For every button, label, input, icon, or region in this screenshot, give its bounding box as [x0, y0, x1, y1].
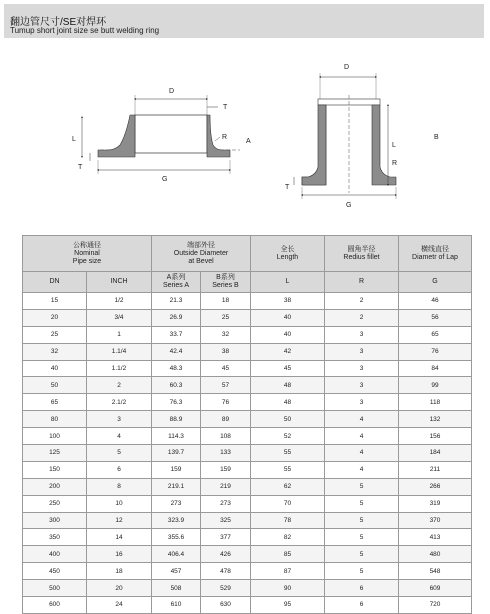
cell-inch: 2 [87, 377, 152, 394]
label-g: G [346, 202, 352, 209]
cell-inch: 5 [87, 445, 152, 462]
cell-series-a: 159 [152, 461, 201, 478]
cell-dn: 350 [23, 529, 87, 546]
table-row [23, 445, 472, 462]
cell-radius: 3 [325, 326, 399, 343]
cell-length: 50 [251, 411, 325, 428]
cell-dn: 125 [23, 445, 87, 462]
cell-dn: 400 [23, 546, 87, 563]
cell-series-b: 219 [201, 478, 251, 495]
cell-series-a: 508 [152, 580, 201, 597]
cell-series-a: 323.9 [152, 512, 201, 529]
cell-series-b: 45 [201, 360, 251, 377]
table-row [23, 326, 472, 343]
label-r: R [222, 134, 228, 141]
cell-inch: 2.1/2 [87, 394, 152, 411]
cell-series-a: 273 [152, 495, 201, 512]
header-lap-diameter: 横线直径 Diametr of Lap [399, 236, 472, 272]
table-row [23, 512, 472, 529]
cell-length: 85 [251, 546, 325, 563]
cell-dn: 450 [23, 563, 87, 580]
cell-length: 55 [251, 461, 325, 478]
left-flange-shape [98, 115, 135, 157]
cell-series-b: 38 [201, 343, 251, 360]
cell-dn: 20 [23, 309, 87, 326]
cell-radius: 5 [325, 478, 399, 495]
cell-lap: 156 [399, 428, 472, 445]
cell-series-a: 42.4 [152, 343, 201, 360]
label-b: B [434, 134, 439, 141]
cell-radius: 5 [325, 529, 399, 546]
cell-radius: 5 [325, 512, 399, 529]
cell-dn: 250 [23, 495, 87, 512]
cell-series-b: 273 [201, 495, 251, 512]
cell-lap: 76 [399, 343, 472, 360]
cell-lap: 84 [399, 360, 472, 377]
cell-radius: 3 [325, 343, 399, 360]
cell-radius: 3 [325, 377, 399, 394]
title-banner [4, 4, 484, 38]
cell-series-a: 48.3 [152, 360, 201, 377]
table-row [23, 394, 472, 411]
cell-lap: 118 [399, 394, 472, 411]
label-r: R [392, 160, 398, 167]
cell-dn: 600 [23, 597, 87, 614]
cell-radius: 4 [325, 461, 399, 478]
header-length: 全长 Length [251, 236, 325, 272]
right-section-diagram [280, 55, 460, 215]
cell-series-b: 377 [201, 529, 251, 546]
page-title: 翻边管尺寸/SE对焊环 [10, 17, 107, 28]
cell-radius: 4 [325, 445, 399, 462]
cell-lap: 370 [399, 512, 472, 529]
cell-series-a: 114.3 [152, 428, 201, 445]
table-row [23, 563, 472, 580]
cell-radius: 3 [325, 394, 399, 411]
header-pipe-size: 公称通径 Nominal Pipe size [23, 236, 152, 272]
cell-inch: 1/2 [87, 293, 152, 310]
cell-series-b: 630 [201, 597, 251, 614]
cell-dn: 80 [23, 411, 87, 428]
cell-lap: 319 [399, 495, 472, 512]
cell-length: 40 [251, 309, 325, 326]
cell-series-a: 26.9 [152, 309, 201, 326]
cell-series-a: 139.7 [152, 445, 201, 462]
cell-series-b: 76 [201, 394, 251, 411]
left-section-diagram [60, 75, 260, 195]
table-row [23, 461, 472, 478]
cell-radius: 5 [325, 563, 399, 580]
cell-series-a: 355.6 [152, 529, 201, 546]
cell-radius: 3 [325, 360, 399, 377]
cell-inch: 24 [87, 597, 152, 614]
cell-inch: 3 [87, 411, 152, 428]
cell-inch: 10 [87, 495, 152, 512]
cell-radius: 2 [325, 309, 399, 326]
cell-series-b: 89 [201, 411, 251, 428]
label-g: G [162, 176, 168, 183]
cell-inch: 14 [87, 529, 152, 546]
cell-lap: 46 [399, 293, 472, 310]
label-d: D [169, 88, 175, 95]
cell-series-b: 133 [201, 445, 251, 462]
cell-dn: 65 [23, 394, 87, 411]
cell-series-a: 88.9 [152, 411, 201, 428]
cell-length: 48 [251, 377, 325, 394]
cell-series-b: 18 [201, 293, 251, 310]
cell-length: 90 [251, 580, 325, 597]
cell-series-a: 60.3 [152, 377, 201, 394]
cell-lap: 56 [399, 309, 472, 326]
cell-series-b: 426 [201, 546, 251, 563]
cell-series-a: 610 [152, 597, 201, 614]
cell-lap: 132 [399, 411, 472, 428]
cell-series-b: 108 [201, 428, 251, 445]
header-series-b: B系列 Series B [201, 272, 251, 293]
cell-inch: 1.1/2 [87, 360, 152, 377]
cell-radius: 2 [325, 293, 399, 310]
cell-lap: 65 [399, 326, 472, 343]
cell-inch: 16 [87, 546, 152, 563]
cell-lap: 184 [399, 445, 472, 462]
cell-dn: 500 [23, 580, 87, 597]
cell-radius: 6 [325, 580, 399, 597]
cell-length: 78 [251, 512, 325, 529]
header-outside-diameter: 端部外径 Outside Diameter at Bevel [152, 236, 251, 272]
cell-length: 42 [251, 343, 325, 360]
table-row [23, 478, 472, 495]
cell-series-a: 33.7 [152, 326, 201, 343]
cell-lap: 480 [399, 546, 472, 563]
cell-length: 38 [251, 293, 325, 310]
cell-dn: 300 [23, 512, 87, 529]
header-l: L [251, 272, 325, 293]
cell-radius: 6 [325, 597, 399, 614]
cell-dn: 15 [23, 293, 87, 310]
cell-dn: 40 [23, 360, 87, 377]
header-g: G [399, 272, 472, 293]
cell-series-a: 406.4 [152, 546, 201, 563]
cell-length: 62 [251, 478, 325, 495]
label-a: A [246, 138, 251, 145]
table-row [23, 293, 472, 310]
page-subtitle: Tumup short joint size se butt welding ring [10, 26, 160, 35]
cell-inch: 6 [87, 461, 152, 478]
cell-series-a: 76.3 [152, 394, 201, 411]
table-row [23, 309, 472, 326]
cell-radius: 5 [325, 546, 399, 563]
cell-length: 70 [251, 495, 325, 512]
cell-series-a: 21.3 [152, 293, 201, 310]
cell-length: 48 [251, 394, 325, 411]
cell-dn: 25 [23, 326, 87, 343]
label-l: L [392, 142, 396, 149]
cell-radius: 4 [325, 411, 399, 428]
table-row [23, 597, 472, 614]
cell-series-b: 159 [201, 461, 251, 478]
cell-inch: 1 [87, 326, 152, 343]
cell-inch: 8 [87, 478, 152, 495]
header-series-a: A系列 Series A [152, 272, 201, 293]
cell-length: 52 [251, 428, 325, 445]
cell-inch: 3/4 [87, 309, 152, 326]
cell-dn: 100 [23, 428, 87, 445]
cell-lap: 720 [399, 597, 472, 614]
cell-lap: 211 [399, 461, 472, 478]
cell-inch: 20 [87, 580, 152, 597]
label-d: D [344, 64, 350, 71]
table-row [23, 360, 472, 377]
dimensions-table [22, 235, 472, 614]
cell-dn: 200 [23, 478, 87, 495]
label-t-side: T [78, 164, 83, 171]
cell-length: 95 [251, 597, 325, 614]
cell-length: 87 [251, 563, 325, 580]
cell-inch: 12 [87, 512, 152, 529]
cell-length: 45 [251, 360, 325, 377]
cell-lap: 548 [399, 563, 472, 580]
cell-dn: 32 [23, 343, 87, 360]
label-t-top: T [223, 104, 228, 111]
cell-inch: 4 [87, 428, 152, 445]
cell-lap: 413 [399, 529, 472, 546]
table-row [23, 580, 472, 597]
cell-series-a: 457 [152, 563, 201, 580]
header-inch: INCH [87, 272, 152, 293]
cell-series-b: 25 [201, 309, 251, 326]
header-radius: 圆角半径 Redius fillet [325, 236, 399, 272]
cell-series-b: 325 [201, 512, 251, 529]
cell-dn: 50 [23, 377, 87, 394]
cell-dn: 150 [23, 461, 87, 478]
cell-inch: 18 [87, 563, 152, 580]
cell-lap: 266 [399, 478, 472, 495]
cell-series-b: 32 [201, 326, 251, 343]
cell-lap: 609 [399, 580, 472, 597]
header-dn: DN [23, 272, 87, 293]
table-row [23, 343, 472, 360]
table-row [23, 377, 472, 394]
table-row [23, 546, 472, 563]
table-row [23, 411, 472, 428]
cell-inch: 1.1/4 [87, 343, 152, 360]
cell-series-b: 57 [201, 377, 251, 394]
cell-length: 82 [251, 529, 325, 546]
label-l: L [72, 136, 76, 143]
cell-length: 55 [251, 445, 325, 462]
label-t: T [285, 184, 290, 191]
header-r: R [325, 272, 399, 293]
table-row [23, 495, 472, 512]
cell-radius: 4 [325, 428, 399, 445]
cell-radius: 5 [325, 495, 399, 512]
cell-series-b: 478 [201, 563, 251, 580]
cell-series-a: 219.1 [152, 478, 201, 495]
cell-lap: 99 [399, 377, 472, 394]
table-row [23, 529, 472, 546]
table-row [23, 428, 472, 445]
cell-series-b: 529 [201, 580, 251, 597]
cell-length: 40 [251, 326, 325, 343]
table-body [23, 293, 472, 614]
